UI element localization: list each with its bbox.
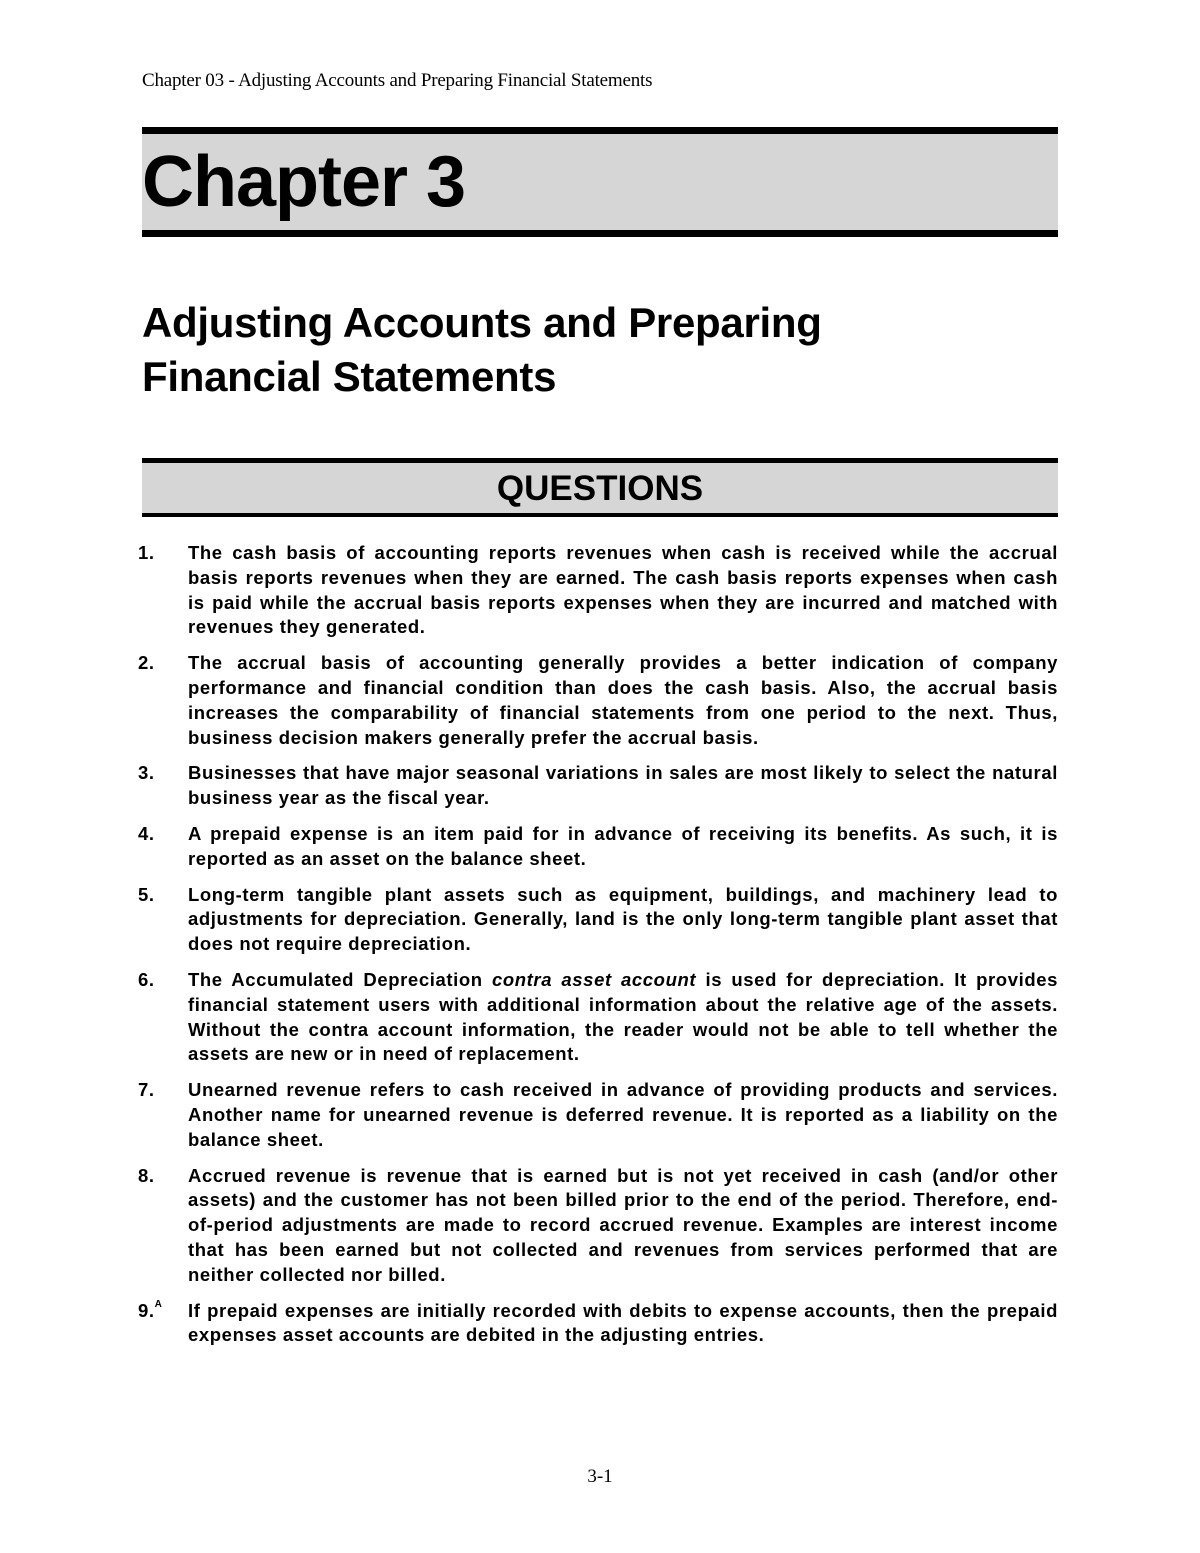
- question-text: Accrued revenue is revenue that is earned but is not yet received in cash (and/or other assets) and the customer has not been billed prior to the end of the period. Therefore, end-of-period adjustments are made to record accrued revenue. Examples are interest income that has been earned but not collected and revenues from services performed that are neither collected nor billed.: [188, 1164, 1058, 1285]
- question-number: 2.: [138, 652, 155, 674]
- question-number-wrap: [138, 1299, 162, 1324]
- question-number: 4.: [138, 822, 155, 844]
- question-text: The cash basis of accounting reports revenues when cash is received while the accrual basis reports revenues when they are earned. The cash basis reports expenses when cash is paid while the accrual basis reports expenses when they are incurred and matched with revenues they generated.: [188, 542, 1058, 638]
- question-number: 7.: [138, 1079, 155, 1101]
- question-number: 9.: [138, 1299, 155, 1321]
- question-text: Businesses that have major seasonal variations in sales are most likely to select the natural business year as the fiscal year.: [188, 762, 1058, 809]
- question-text-before: The Accumulated Depreciation: [188, 968, 492, 990]
- question-text: If prepaid expenses are initially recorded with debits to expense accounts, then the prepaid expenses asset accounts are debited in the adjusting entries.: [188, 1299, 1058, 1346]
- chapter-subtitle-line-2: Financial Statements: [142, 353, 557, 400]
- question-item-8: [138, 1164, 1058, 1288]
- question-number: 8.: [138, 1164, 155, 1186]
- question-item-6: [138, 968, 1058, 1067]
- question-superscript: A: [154, 1299, 163, 1311]
- questions-heading-band: [142, 458, 1058, 517]
- question-text: A prepaid expense is an item paid for in advance of receiving its benefits. As such, it is reported as an asset on the balance sheet.: [188, 822, 1058, 869]
- question-item-7: [138, 1078, 1058, 1152]
- question-item-2: [138, 651, 1058, 750]
- question-number: 1.: [138, 542, 155, 563]
- question-text: Unearned revenue refers to cash received in advance of providing products and services. Another name for unearned revenue is deferred revenue. It is reported as a liability on the balance sheet.: [188, 1079, 1058, 1150]
- chapter-subtitle-line-1: Adjusting Accounts and Preparing: [142, 299, 822, 346]
- questions-list: [138, 541, 1058, 1359]
- chapter-title: Chapter 3: [142, 142, 466, 222]
- question-number: 5.: [138, 883, 155, 905]
- page-number: 3-1: [587, 1466, 613, 1487]
- question-item-4: [138, 822, 1058, 872]
- question-number: 6.: [138, 968, 155, 990]
- question-text-after: is used for depreciation. It provides financial statement users with additional information about the relative age of the assets. Without the contra account information, the reader would not be able to tell whether the assets are new or in need of replacement.: [188, 968, 1059, 1065]
- chapter-subtitle: [142, 296, 822, 404]
- chapter-title-band: [142, 127, 1058, 237]
- question-item-3: [138, 761, 1058, 811]
- question-item-9: [138, 1299, 1058, 1349]
- question-text: [188, 969, 1058, 1064]
- question-number: 3.: [138, 762, 155, 784]
- question-text: The accrual basis of accounting generally provides a better indication of company performance and financial condition than does the cash basis. Also, the accrual basis increases the comparability of financial statements from one period to the next. Thus, business decision makers generally prefer the accrual basis.: [188, 652, 1058, 748]
- question-text: Long-term tangible plant assets such as equipment, buildings, and machinery lead to adjustments for depreciation. Generally, land is the only long-term tangible plant asset that does not require depreciation.: [188, 883, 1058, 955]
- running-header: Chapter 03 - Adjusting Accounts and Preparing Financial Statements: [142, 70, 653, 91]
- question-item-1: [138, 541, 1058, 640]
- question-text-italic: contra asset account: [491, 968, 697, 990]
- question-item-5: [138, 883, 1058, 957]
- questions-heading: QUESTIONS: [496, 469, 704, 508]
